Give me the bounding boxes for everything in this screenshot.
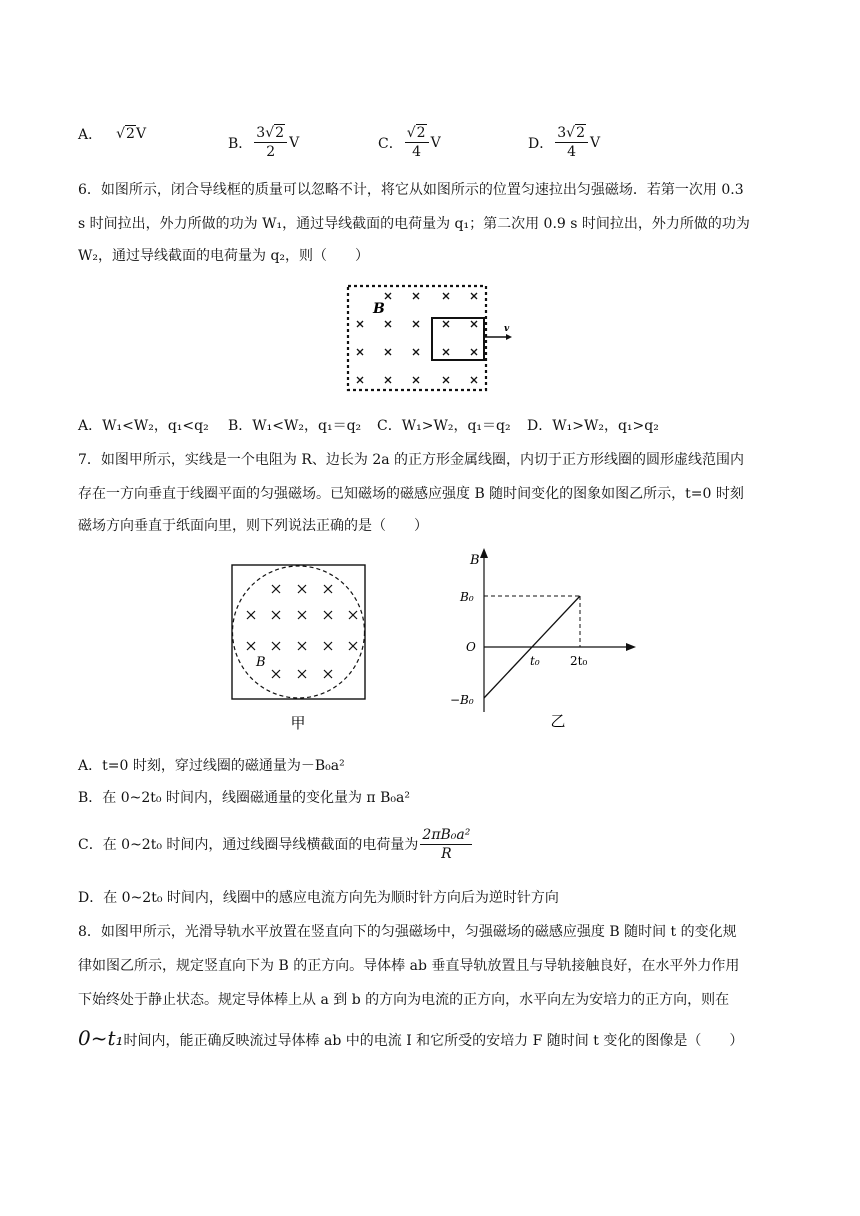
q5-option-d[interactable] (528, 124, 600, 161)
q6-text-line-1: 6．如图所示，闭合导线框的质量可以忽略不计，将它从如图所示的位置匀速拉出匀强磁场．若第一次用 0.3 (78, 182, 744, 198)
option-text: C．在 0~2t₀ 时间内，通过线圈导线横截面的电荷量为 (78, 836, 419, 853)
q5-option-a[interactable] (78, 124, 146, 144)
field-label-b: B (256, 655, 266, 670)
q7-text-line-2: 存在一方向垂直于线圈平面的匀强磁场。已知磁场的磁感应强度 B 随时间变化的图象如图乙所示，t=0 时刻 (78, 486, 744, 502)
q8-text-line-2: 律如图乙所示，规定竖直向下为 B 的正方向。导体棒 ab 垂直导轨放置且与导轨接触良好，在水平外力作用 (78, 958, 740, 974)
q7-option-c[interactable] (78, 826, 474, 863)
y-axis-arrow (480, 548, 488, 558)
q7-option-b[interactable]: B．在 0~2t₀ 时间内，线圈磁通量的变化量为 π B₀a² (78, 790, 410, 806)
q5-option-c[interactable] (378, 124, 441, 161)
q6-text-line-3: W₂，通过导线截面的电荷量为 q₂，则（ ） (78, 248, 370, 264)
q6-option-b[interactable]: B．W₁<W₂，q₁＝q₂ (228, 418, 362, 434)
denominator: 2 (266, 144, 276, 160)
q7-option-a[interactable]: A．t=0 时刻，穿过线圈的磁通量为－B₀a² (78, 758, 345, 774)
q5-option-b[interactable] (228, 124, 299, 161)
q7-text-line-1: 7．如图甲所示，实线是一个电阻为 R、边长为 2a 的正方形金属线圈，内切于正方形线圈的圆形虚线范围内 (78, 452, 745, 468)
q8-text-line-1: 8．如图甲所示，光滑导轨水平放置在竖直向下的匀强磁场中，匀强磁场的磁感应强度 B 随时间 t 的变化规 (78, 924, 737, 940)
unit: V (289, 134, 300, 151)
field-label-b: B (373, 301, 385, 317)
unit: V (590, 134, 601, 151)
label-origin: O (466, 640, 476, 654)
q7-text-line-3: 磁场方向垂直于纸面向里，则下列说法正确的是（ ） (78, 518, 428, 534)
radicand: 2 (576, 125, 585, 141)
option-label: A． (78, 127, 103, 143)
sqrt-expression: √2 (116, 126, 135, 142)
option-label: D． (528, 135, 554, 152)
radicand: 2 (126, 126, 135, 142)
charge-fraction (420, 826, 472, 863)
q8-text-line-4 (78, 1028, 743, 1051)
coef: 3 (256, 125, 266, 141)
denominator: 4 (567, 144, 577, 160)
denominator: 4 (412, 144, 422, 160)
fraction: $\frac{3√2}{4}$ (555, 124, 588, 161)
caption-jia: 甲 (290, 714, 306, 732)
option-label: B． (228, 135, 253, 152)
denominator: R (441, 846, 452, 862)
q6-option-a[interactable]: A．W₁<W₂，q₁<q₂ (78, 418, 209, 434)
unit: V (135, 126, 147, 142)
label-2t0: 2t₀ (570, 654, 588, 668)
q6-figure (340, 282, 520, 398)
unit: V (430, 134, 441, 151)
numerator: 2πB₀a² (422, 827, 471, 843)
line-text: 时间内，能正确反映流过导体棒 ab 中的电流 I 和它所受的安培力 F 随时间 t 变化的图像是（ ） (123, 1033, 744, 1049)
label-neg-b0: −B₀ (450, 693, 474, 707)
q7-figure-jia (226, 560, 374, 736)
x-axis-arrow (626, 643, 636, 651)
q6-option-d[interactable]: D．W₁>W₂，q₁>q₂ (527, 418, 659, 434)
coef: 3 (557, 125, 567, 141)
option-label: C． (378, 135, 403, 152)
q6-text-line-2: s 时间拉出，外力所做的功为 W₁，通过导线截面的电荷量为 q₁；第二次用 0.9 s 时间拉出，外力所做的功为 (78, 216, 750, 232)
caption-yi: 乙 (550, 712, 566, 730)
q6-option-c[interactable]: C．W₁>W₂，q₁＝q₂ (377, 418, 511, 434)
q7-figure-yi (446, 546, 646, 732)
arrow-head (506, 334, 512, 340)
label-t0: t₀ (530, 654, 540, 668)
fraction: $\frac{3√2}{2}$ (254, 124, 287, 161)
label-b0: B₀ (460, 590, 474, 604)
radicand: 2 (416, 125, 426, 141)
fraction: $\frac{√2}{4}$ (405, 124, 429, 161)
magnetic-field-boundary (348, 286, 486, 390)
time-range: 0~t₁ (78, 1026, 124, 1050)
axis-label-b: B (470, 553, 480, 568)
q7-option-d[interactable]: D．在 0~2t₀ 时间内，线圈中的感应电流方向先为顺时针方向后为逆时针方向 (78, 890, 559, 906)
velocity-label: v (504, 324, 510, 334)
radicand: 2 (275, 125, 285, 141)
q8-text-line-3: 下始终处于静止状态。规定导体棒上从 a 到 b 的方向为电流的正方向，水平向左为安培力的正方向，则在 (78, 992, 730, 1008)
